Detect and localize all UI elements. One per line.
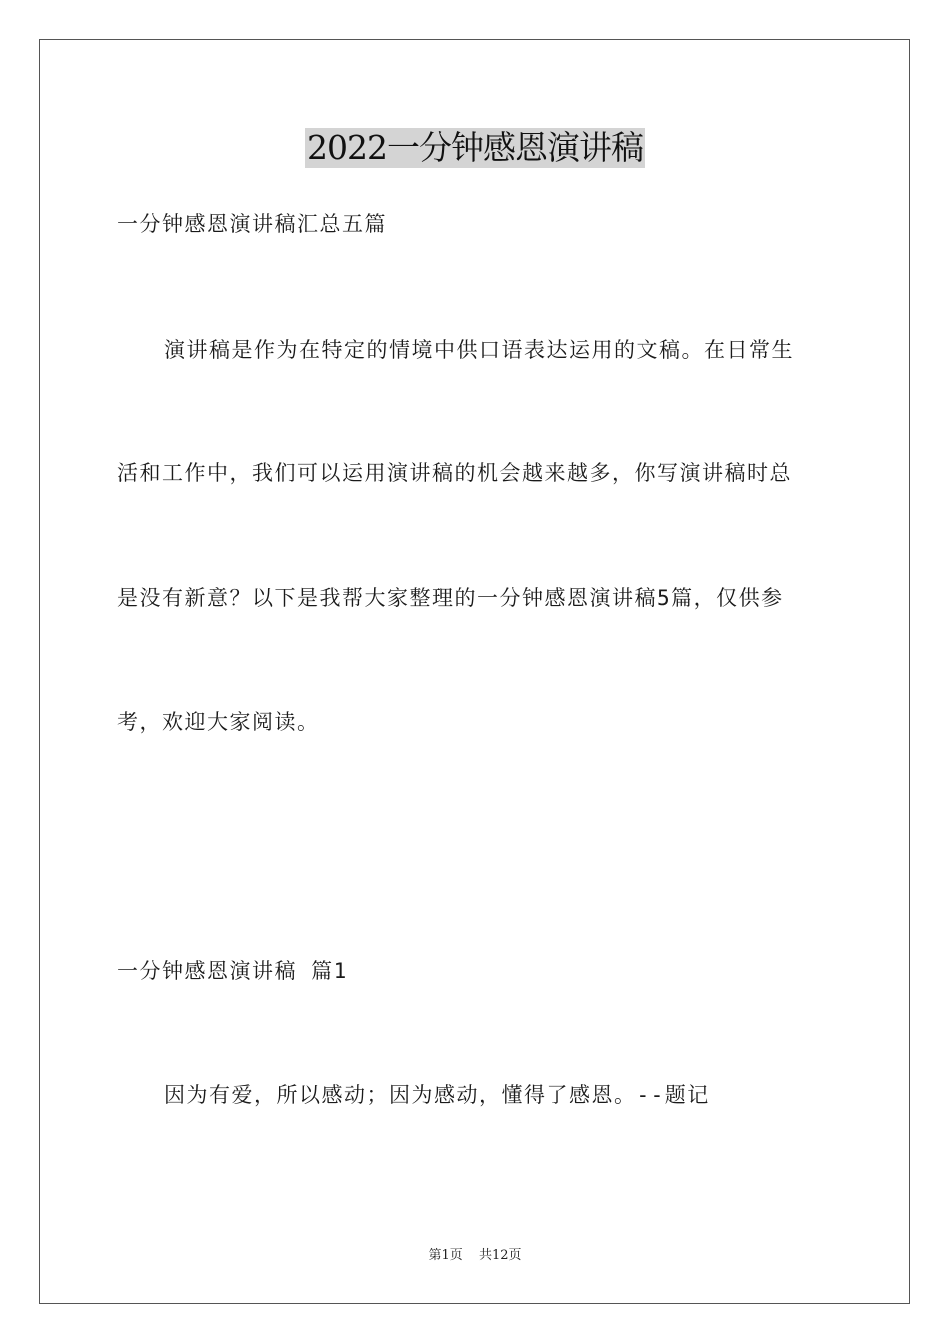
page-number: 第1页 <box>428 1248 463 1263</box>
title-container <box>0 128 950 168</box>
intro-line-2: 活和工作中，我们可以运用演讲稿的机会越来越多，你写演讲稿时总 <box>117 461 792 485</box>
section-heading: 一分钟感恩演讲稿 篇1 <box>117 959 348 983</box>
intro-line-3: 是没有新意？以下是我帮大家整理的一分钟感恩演讲稿5篇，仅供参 <box>117 586 784 610</box>
section-first-line: 因为有爱，所以感动；因为感动，懂得了感恩。--题记 <box>164 1083 710 1107</box>
page-footer <box>0 1247 950 1265</box>
page-total: 共12页 <box>478 1248 522 1263</box>
intro-line-4: 考，欢迎大家阅读。 <box>117 710 320 734</box>
document-subtitle: 一分钟感恩演讲稿汇总五篇 <box>117 212 387 236</box>
document-title: 2022一分钟感恩演讲稿 <box>307 128 643 167</box>
intro-line-1: 演讲稿是作为在特定的情境中供口语表达运用的文稿。在日常生 <box>164 338 794 362</box>
